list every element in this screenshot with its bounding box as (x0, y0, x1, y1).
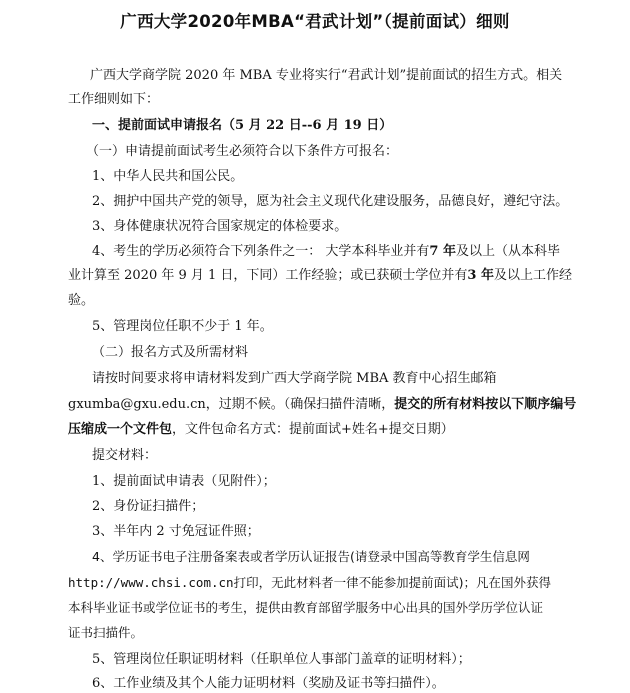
condition-item-4-line-3: 验。 (68, 293, 95, 308)
subsection-2-heading: （二）报名方式及所需材料 (92, 345, 249, 360)
condition-4-master-years-bold: 3 年 (467, 268, 494, 283)
condition-4-text-b-end: 及以上工作经 (494, 268, 573, 283)
condition-item-2: 2、拥护中国共产党的领导，愿为社会主义现代化建设服务，品德良好，遵纪守法。 (92, 194, 569, 209)
submission-bold-package: 压缩成一个文件包 (68, 422, 173, 437)
material-item-2: 2、身份证扫描件； (92, 499, 205, 514)
submission-naming-rule: ，文件包命名方式：提前面试+姓名+提交日期） (172, 422, 454, 437)
material-item-4-text-b: 打印，无此材料者一律不能参加提前面试)；凡在国外获得 (233, 575, 551, 590)
intro-line-1: 广西大学商学院 2020 年 MBA 专业将实行“君武计划”提前面试的招生方式。相关 (90, 68, 563, 83)
submission-bold-instruction: 提交的所有材料按以下顺序编号 (394, 397, 577, 412)
condition-item-1: 1、中华人民共和国公民。 (92, 169, 244, 184)
material-item-1: 1、提前面试申请表（见附件）； (92, 474, 276, 489)
material-item-6: 6、工作业绩及其个人能力证明材料（奖励及证书等扫描件）。 (92, 676, 445, 691)
condition-4-text-b: 业计算至 2020 年 9 月 1 日，下同）工作经验；或已获硕士学位并有 (68, 268, 468, 283)
material-item-4-line-3: 本科毕业证书或学位证书的考生，提供由教育部留学服务中心出具的国外学历学位认证 (68, 600, 544, 615)
document-title: 广西大学2020年MBA“君武计划”（提前面试）细则 (120, 12, 510, 31)
material-item-4-line-2 (68, 574, 551, 592)
subsection-1-heading: （一）申请提前面试考生必须符合以下条件方可报名： (86, 144, 399, 159)
material-item-5: 5、管理岗位任职证明材料（任职单位人事部门盖章的证明材料）； (92, 652, 471, 667)
condition-4-years-bold: 7 年 (429, 244, 456, 259)
condition-item-5: 5、管理岗位任职不少于 1 年。 (92, 319, 273, 334)
submission-email-text: gxumba@gxu.edu.cn，过期不候。（确保扫描件清晰， (68, 397, 395, 412)
materials-heading: 提交材料： (92, 448, 158, 463)
intro-line-2: 工作细则如下： (68, 92, 160, 107)
submission-para-line-3 (68, 421, 454, 439)
submission-para-line-2 (68, 396, 576, 414)
material-item-3: 3、半年内 2 寸免冠证件照； (92, 524, 260, 539)
section-1-heading: 一、提前面试申请报名（5 月 22 日--6 月 19 日） (92, 118, 393, 133)
condition-item-4-line-1 (92, 243, 560, 261)
material-item-4-line-1: 4、学历证书电子注册备案表或者学历认证报告(请登录中国高等教育学生信息网 (92, 549, 530, 564)
condition-4-text-a: 4、考生的学历必须符合下列条件之一： 大学本科毕业并有 (92, 244, 430, 259)
material-item-4-line-4: 证书扫描件。 (68, 625, 144, 640)
chsi-link[interactable]: http://www.chsi.com.cn (68, 575, 234, 590)
condition-item-3: 3、身体健康状况符合国家规定的体检要求。 (92, 219, 348, 234)
condition-item-4-line-2 (68, 267, 572, 285)
submission-para-line-1: 请按时间要求将申请材料发到广西大学商学院 MBA 教育中心招生邮箱 (92, 371, 497, 386)
condition-4-text-a-end: 及以上（从本科毕 (455, 244, 560, 259)
